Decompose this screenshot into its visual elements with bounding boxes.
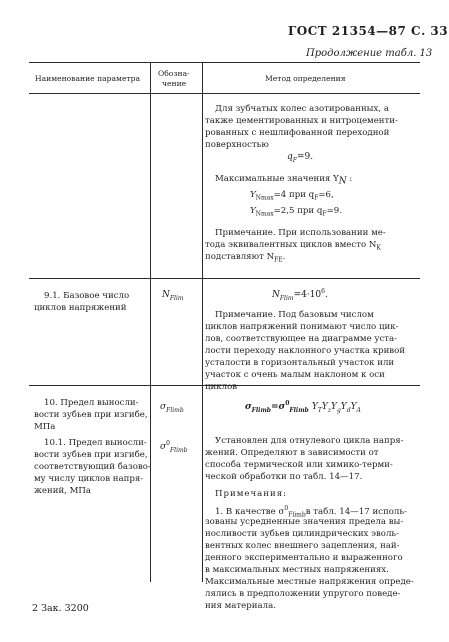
footer-order-number: 2 Зак. 3200 xyxy=(32,603,89,614)
method-text-line: Для зубчатых колес азотированных, а xyxy=(215,104,389,114)
note-line: Примечание. Под базовым числом xyxy=(215,310,374,320)
method-text-line: ческой обработки по табл. 14—17. xyxy=(205,472,363,482)
method-text-line: поверхностью xyxy=(205,140,269,150)
note-line: в максимальных местных напряжениях. xyxy=(205,565,389,575)
method-text-line: также цементированных и нитроцементи- xyxy=(205,116,398,126)
column-header-parameter: Наименование параметра xyxy=(35,74,141,83)
row-divider-1 xyxy=(29,278,420,279)
param-10-line: 10. Предел выносли- xyxy=(44,398,139,408)
col-divider-1 xyxy=(150,62,151,582)
param-9-1-line: циклов напряжений xyxy=(34,303,127,313)
table-top-border xyxy=(29,62,420,63)
method-text-line: Установлен для отнулевого цикла напря- xyxy=(215,436,404,446)
param-10-1-line: му числу циклов напря- xyxy=(34,474,144,484)
note-line: участок с очень малым наклоном к оси xyxy=(205,370,385,380)
page-header: ГОСТ 21354—87 С. 33 xyxy=(288,24,449,38)
param-10-1-line: жений, МПа xyxy=(34,486,92,496)
note-line: циклов напряжений понимают число цик- xyxy=(205,322,399,332)
table-header-border xyxy=(29,93,420,94)
note-line: Максимальные местные напряжения опреде- xyxy=(205,577,414,587)
note-line: лялись в предположении упругого поведе- xyxy=(205,589,401,599)
formula-sigma-flimb: $\sigma_{Flimb}=\sigma^0_{Flimb}$ $Y_TY_zY_gY_dY_A$ xyxy=(245,400,361,414)
note-line: 1. В качестве $\sigma^0_{Flimb}в$ табл. 14—17 исполь- xyxy=(215,505,407,519)
note-line: тода эквивалентных циклов вместо $N_K$ xyxy=(205,240,381,252)
note-line: усталости в горизонтальный участок или xyxy=(205,358,395,368)
param-10-line: вости зубьев при изгибе, xyxy=(34,410,148,420)
note-line: носливости зубьев цилиндрических эволь- xyxy=(205,529,400,539)
column-header-method: Метод определения xyxy=(265,74,346,83)
notes-title: Примечания: xyxy=(215,489,288,499)
note-line: денного экспериментально и выраженного xyxy=(205,553,403,563)
note-line: лости переходу наклонного участка кривой xyxy=(205,346,406,356)
max-values-label: Максимальные значения $Y_N$ : xyxy=(215,174,353,187)
param-10-1-line: 10.1. Предел выносли- xyxy=(44,438,147,448)
symbol-nflim: $N_{Flim}$ xyxy=(162,290,184,302)
note-line: циклов xyxy=(205,382,238,392)
formula-qf: $q_F=9$. xyxy=(287,152,314,164)
formula-ynmax-1: $Y_{Nmax}=4$ при $q_F=6$, xyxy=(250,190,334,202)
symbol-sigma-flimb: $\sigma_{Flimb}$ xyxy=(160,402,184,414)
note-line: ния материала. xyxy=(205,601,276,611)
column-header-symbol-2: чение xyxy=(162,79,187,88)
formula-ynmax-2: $Y_{Nmax}=2,5$ при $q_F=9$. xyxy=(250,206,342,218)
column-header-symbol-1: Обозна- xyxy=(158,69,190,78)
note-line: Примечание. При использовании ме- xyxy=(215,228,386,238)
table-continuation: Продолжение табл. 13 xyxy=(306,48,433,59)
col-divider-2 xyxy=(202,62,203,582)
note-line: подставляют $N_{FE}$. xyxy=(205,252,286,264)
method-text-line: способа термической или химико-терми- xyxy=(205,460,393,470)
note-line: лов, соответствующее на диаграмме уста- xyxy=(205,334,398,344)
param-10-1-line: вости зубьев при изгибе, xyxy=(34,450,148,460)
param-10-line: МПа xyxy=(34,422,56,432)
param-10-1-line: соответствующий базово- xyxy=(34,462,151,472)
param-9-1-line: 9.1. Базовое число xyxy=(44,291,130,301)
note-line: зованы усредненные значения предела вы- xyxy=(205,517,404,527)
symbol-sigma0-flimb: $\sigma^0_{Flimb}$ xyxy=(160,440,188,454)
note-line: вентных колес внешнего зацепления, най- xyxy=(205,541,400,551)
formula-nflim: $N_{Flim}=4\cdot 10^6$. xyxy=(272,288,328,302)
method-text-line: жений. Определяют в зависимости от xyxy=(205,448,379,458)
method-text-line: рованных с нешлифованной переходной xyxy=(205,128,390,138)
